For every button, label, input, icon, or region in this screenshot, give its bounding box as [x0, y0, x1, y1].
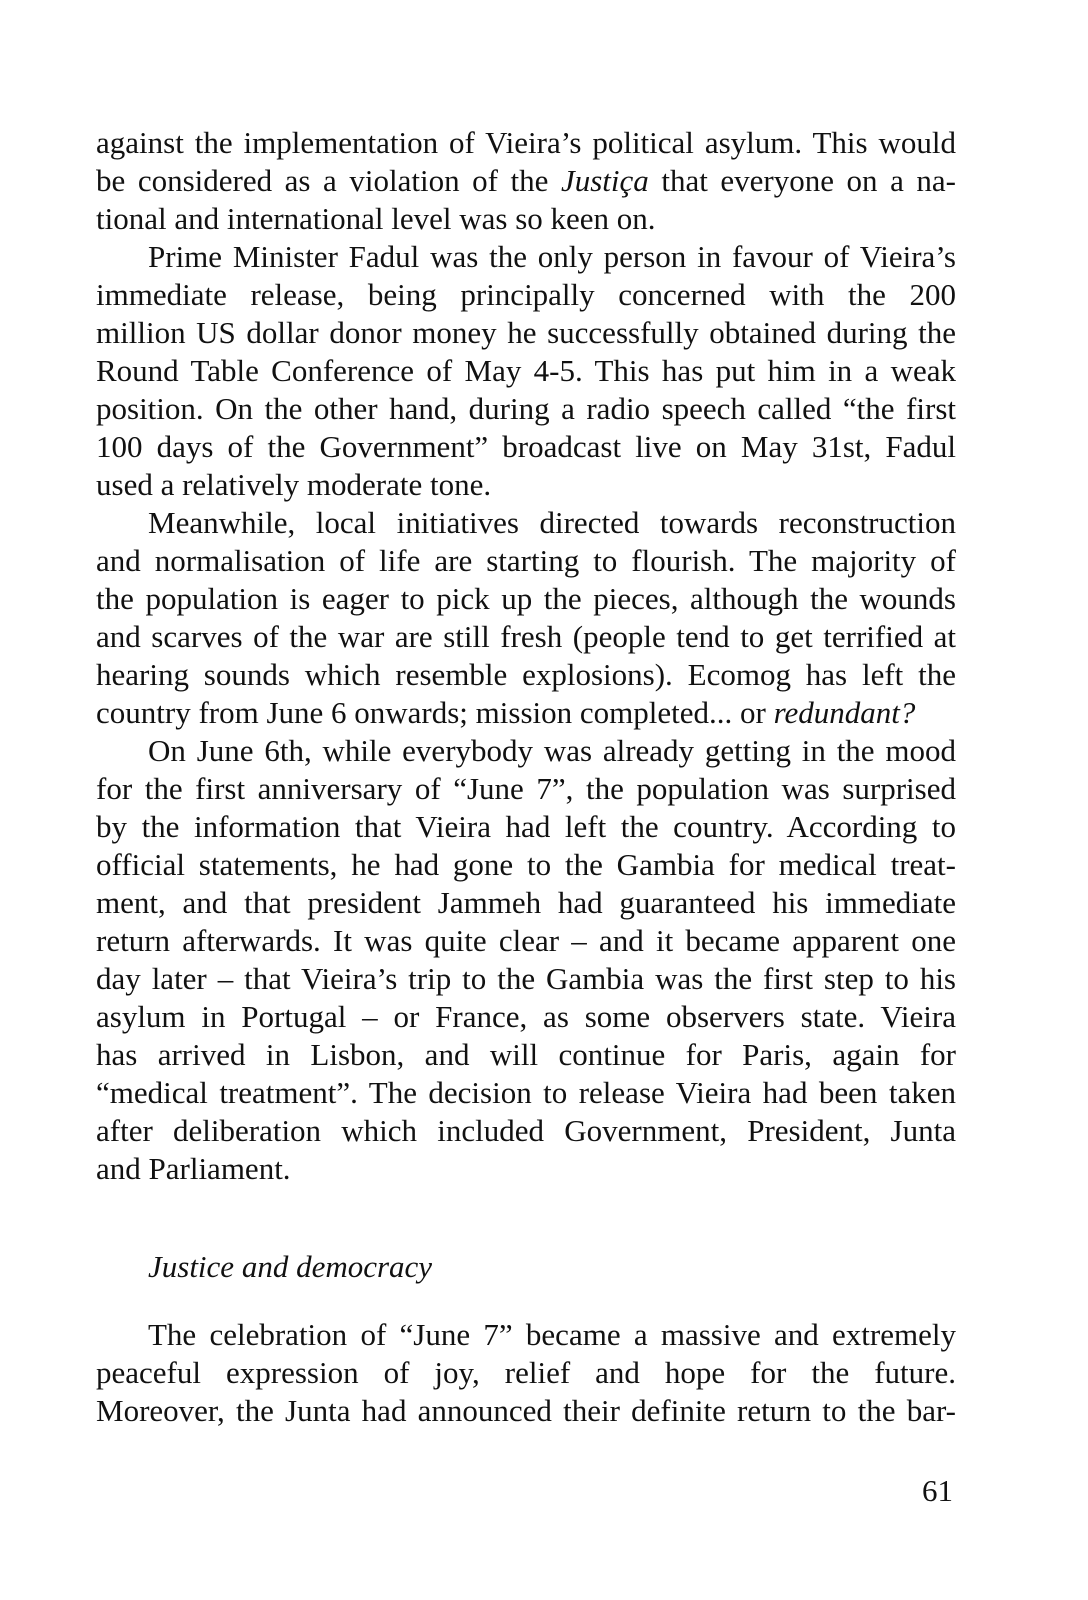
text-line: “medical treatment”. The decision to release Vieira had been taken [96, 1075, 956, 1110]
text-line: and scarves of the war are still fresh (people tend to get terrified at [96, 619, 956, 654]
page-number: 61 [922, 1473, 953, 1508]
text-line: Moreover, the Junta had announced their definite return to the bar- [96, 1393, 956, 1428]
section-body [96, 1316, 956, 1430]
text-line: million US dollar donor money he successfully obtained during the [96, 315, 956, 350]
page-body [96, 124, 956, 1188]
text-line: be considered as a violation of the Justiça that everyone on a na- [96, 163, 956, 198]
text-line: against the implementation of Vieira’s political asylum. This would [96, 125, 956, 160]
text-line: after deliberation which included Government, President, Junta [96, 1113, 956, 1148]
text-line: the population is eager to pick up the pieces, although the wounds [96, 581, 956, 616]
text-line: position. On the other hand, during a radio speech called “the first [96, 391, 956, 426]
text-line: for the first anniversary of “June 7”, the population was surprised [96, 771, 956, 806]
text-line: return afterwards. It was quite clear – and it became apparent one [96, 923, 956, 958]
text-line: tional and international level was so keen on. [96, 201, 656, 236]
text-line: used a relatively moderate tone. [96, 467, 492, 502]
text-line: 100 days of the Government” broadcast live on May 31st, Fadul [96, 429, 956, 464]
text-line: On June 6th, while everybody was already getting in the mood [148, 733, 956, 768]
text-line: day later – that Vieira’s trip to the Gambia was the first step to his [96, 961, 956, 996]
text-line: country from June 6 onwards; mission completed... or redundant? [96, 695, 916, 730]
text-line: Prime Minister Fadul was the only person in favour of Vieira’s [148, 239, 956, 274]
text-line: by the information that Vieira had left the country. According to [96, 809, 956, 844]
text-line: ment, and that president Jammeh had guaranteed his immediate [96, 885, 956, 920]
text-line: asylum in Portugal – or France, as some observers state. Vieira [96, 999, 956, 1034]
section-heading: Justice and democracy [148, 1249, 433, 1284]
text-line: and Parliament. [96, 1151, 291, 1186]
text-line: official statements, he had gone to the Gambia for medical treat- [96, 847, 956, 882]
text-line: peaceful expression of joy, relief and hope for the future. [96, 1355, 956, 1390]
text-line: Meanwhile, local initiatives directed towards reconstruction [148, 505, 956, 540]
text-line: hearing sounds which resemble explosions). Ecomog has left the [96, 657, 956, 692]
text-line: has arrived in Lisbon, and will continue for Paris, again for [96, 1037, 956, 1072]
text-line: The celebration of “June 7” became a massive and extremely [148, 1317, 956, 1352]
text-line: Round Table Conference of May 4-5. This has put him in a weak [96, 353, 956, 388]
text-line: immediate release, being principally concerned with the 200 [96, 277, 956, 312]
text-line: and normalisation of life are starting to flourish. The majority of [96, 543, 956, 578]
